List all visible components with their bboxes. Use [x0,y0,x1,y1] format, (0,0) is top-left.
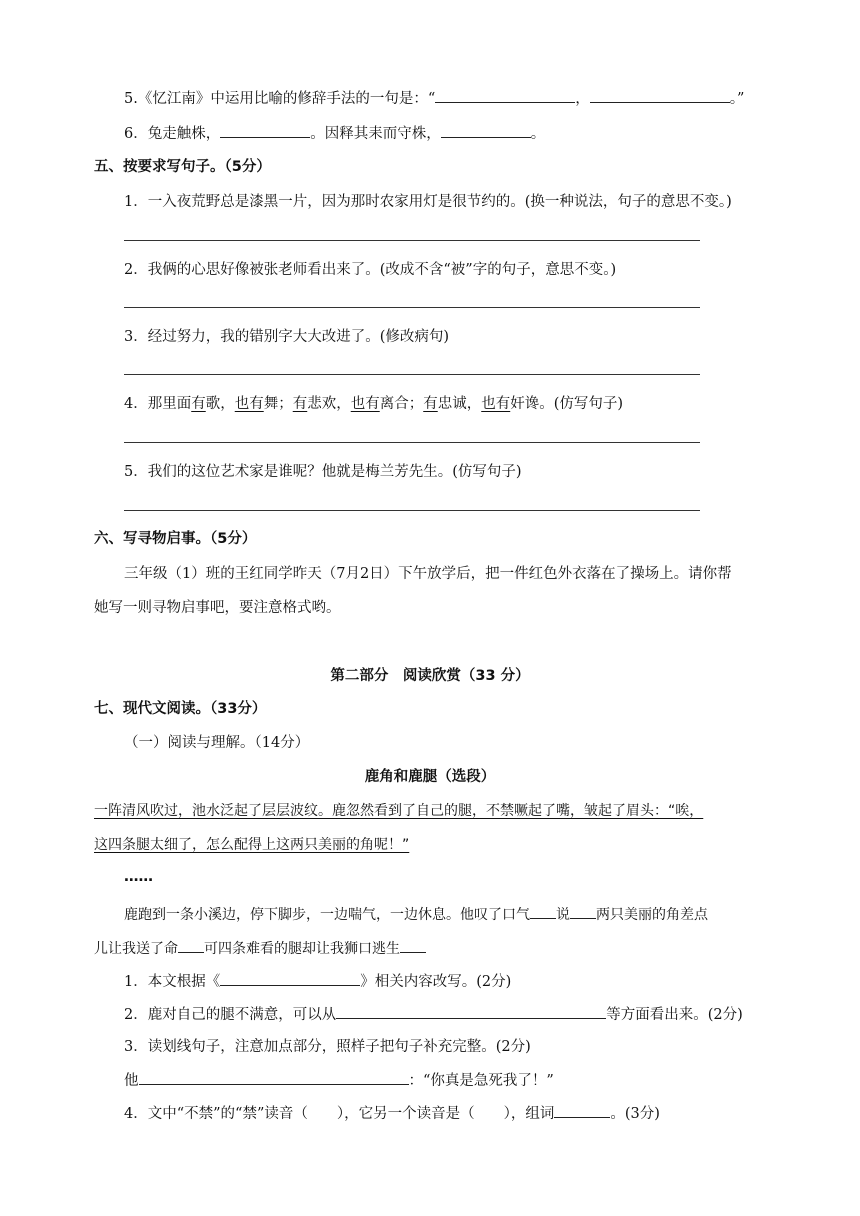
section-7-heading: 七、现代文阅读。（33分） [94,701,267,717]
punctuation-blank[interactable] [530,904,556,919]
section-6-text-line-1: 三年级（1）班的王红同学昨天（7月2日）下午放学后，把一件红色外衣落在了操场上。请你帮 [124,566,732,582]
reading-question-3: 3．读划线句子，注意加点部分，照样子把句子补充完整。(2分) [124,1039,531,1055]
answer-line[interactable] [124,374,700,375]
underlined-word: 也有 [350,396,380,412]
closing-text: 。” [729,91,745,107]
answer-blank[interactable] [441,123,531,138]
answer-line[interactable] [124,510,700,511]
underlined-word: 也有 [481,396,511,412]
punctuation-blank[interactable] [400,938,426,953]
passage-text: 鹿跑到一条小溪边，停下脚步，一边喘气，一边休息。他叹了口气 [124,907,530,923]
subsection-heading: （一）阅读与理解。（14分） [124,735,310,751]
item-4-text: 歌， [205,396,235,412]
part-2-heading: 第二部分 阅读欣赏（33 分） [330,668,530,684]
punctuation-blank[interactable] [570,904,596,919]
question-text: 4．文中“不禁”的“禁”读音（ ），它另一个读音是（ ），组词 [124,1106,555,1122]
answer-blank[interactable] [220,123,310,138]
passage-paragraph-2-line-1 [124,904,708,925]
underlined-word: 也有 [234,396,264,412]
answer-blank[interactable] [139,1070,409,1085]
section-6-heading: 六、写寻物启事。（5分） [94,531,257,547]
question-text: 1．本文根据《 [124,974,221,990]
question-6-middle-text: 。因释其耒而守株， [310,126,441,142]
reading-question-1 [124,971,511,992]
answer-prefix: 他 [124,1073,139,1089]
answer-line[interactable] [124,442,700,443]
item-4-text: 4．那里面 [124,396,192,412]
reading-question-2 [124,1004,743,1025]
reading-question-4 [124,1103,660,1124]
punctuation-blank[interactable] [178,938,204,953]
passage-paragraph-1-line-1: 一阵清风吹过，池水泛起了层层波纹。鹿忽然看到了自己的腿，不禁噘起了嘴，皱起了眉头：“唉， [94,803,704,819]
question-5-line [124,88,744,109]
passage-paragraph-2-line-2 [94,938,426,959]
reading-question-3-answer-line [124,1070,554,1091]
answer-blank[interactable] [435,88,575,103]
ellipsis-text: …… [124,869,153,885]
question-text: 。(3分) [610,1106,660,1122]
section-5-item-3: 3．经过努力，我的错别字大大改进了。(修改病句) [124,329,450,345]
item-4-text: 舞； [263,396,293,412]
answer-line[interactable] [124,240,700,241]
section-5-item-4 [124,394,623,414]
section-5-item-2: 2．我俩的心思好像被张老师看出来了。(改成不含“被”字的句子，意思不变。) [124,262,617,278]
section-5-item-5: 5．我们的这位艺术家是谁呢？他就是梅兰芳先生。(仿写句子) [124,464,522,480]
passage-text: 可四条难看的腿却让我狮口逃生 [204,941,400,957]
answer-blank[interactable] [590,88,730,103]
closing-text: 。 [530,126,546,142]
item-4-text: 奸谗。(仿写句子) [510,396,624,412]
question-text: 》相关内容改写。(2分) [360,974,512,990]
question-6-text: 6．兔走触株， [124,126,221,142]
answer-suffix: ：“你真是急死我了！” [408,1073,554,1089]
underlined-word: 有 [292,396,308,412]
item-4-text: 悲欢， [307,396,351,412]
underlined-word: 有 [423,396,438,412]
passage-text: 两只美丽的角差点 [596,907,708,923]
passage-text: 儿让我送了命 [94,941,178,957]
answer-blank[interactable] [220,971,360,986]
section-6-text-line-2: 她写一则寻物启事吧，要注意格式哟。 [94,600,341,616]
question-5-text: 5.《忆江南》中运用比喻的修辞手法的一句是：“ [124,91,436,107]
answer-blank[interactable] [554,1103,610,1118]
question-text: 2．鹿对自己的腿不满意，可以从 [124,1007,337,1023]
passage-paragraph-1-line-2: 这四条腿太细了，怎么配得上这两只美丽的角呢！” [94,837,410,853]
section-5-item-1: 1．一入夜荒野总是漆黑一片，因为那时农家用灯是很节约的。(换一种说法，句子的意思不变。) [124,194,732,210]
answer-blank[interactable] [336,1004,606,1019]
separator-text: ， [575,91,590,107]
question-6-line [124,123,545,144]
question-text: 等方面看出来。(2分) [606,1007,743,1023]
answer-line[interactable] [124,307,700,308]
section-5-heading: 五、按要求写句子。（5分） [94,159,271,175]
underlined-word: 有 [191,396,206,412]
passage-title: 鹿角和鹿腿（选段） [364,769,496,785]
passage-text: 说 [556,907,570,923]
item-4-text: 忠诚， [437,396,482,412]
item-4-text: 离合； [379,396,424,412]
